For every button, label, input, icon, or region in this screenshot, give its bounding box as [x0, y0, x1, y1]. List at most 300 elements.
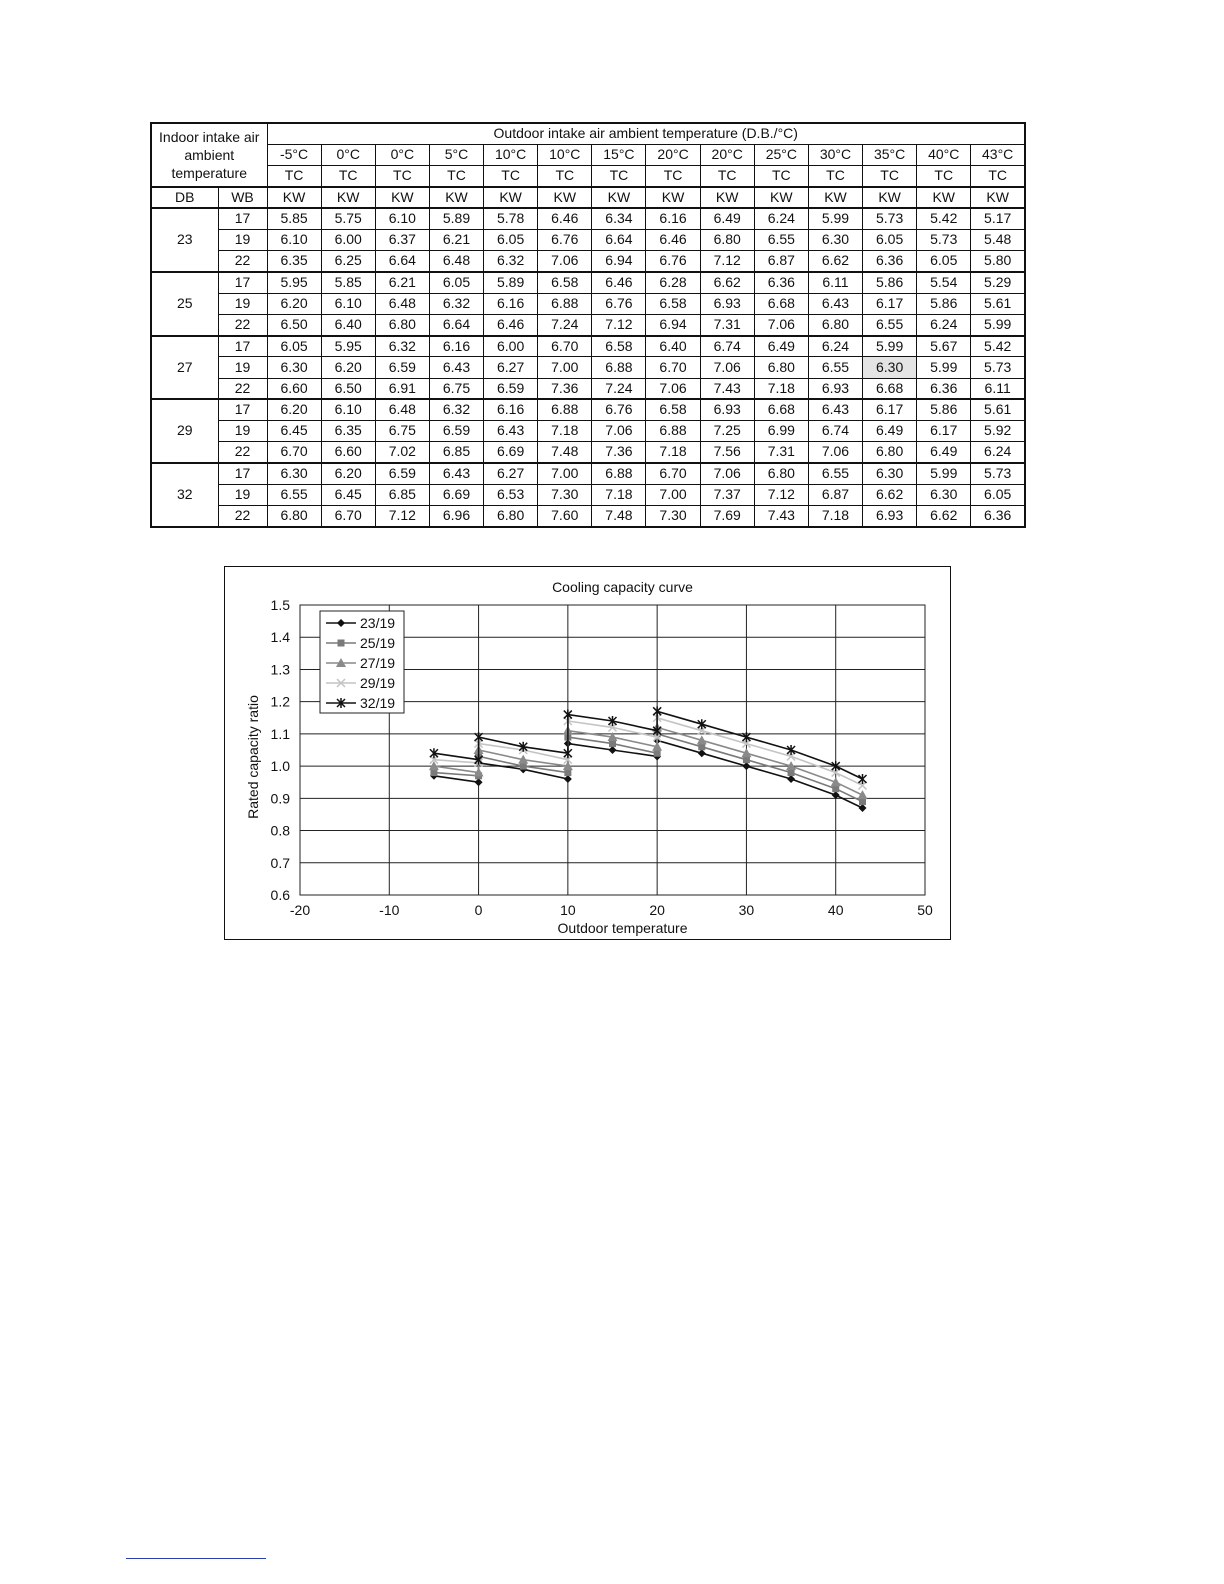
capacity-cell: 6.69 — [484, 442, 538, 463]
capacity-cell: 6.24 — [971, 442, 1025, 463]
chart-title: Cooling capacity curve — [552, 579, 693, 595]
capacity-cell: 6.94 — [592, 251, 646, 272]
capacity-cell: 6.48 — [375, 399, 429, 420]
unit-header: KW — [484, 187, 538, 208]
capacity-cell: 6.80 — [375, 314, 429, 335]
capacity-cell: 5.75 — [321, 208, 375, 229]
capacity-cell: 7.25 — [700, 421, 754, 442]
capacity-cell: 6.35 — [267, 251, 321, 272]
capacity-cell: 6.85 — [375, 484, 429, 505]
unit-header: KW — [863, 187, 917, 208]
capacity-cell: 6.05 — [429, 272, 483, 293]
tc-header: TC — [375, 166, 429, 187]
capacity-cell: 6.43 — [429, 463, 483, 484]
x-tick-label: -20 — [289, 902, 311, 918]
capacity-cell: 6.49 — [700, 208, 754, 229]
x-tick-label: 30 — [738, 902, 755, 918]
capacity-cell: 6.55 — [863, 314, 917, 335]
capacity-cell: 6.70 — [646, 357, 700, 378]
capacity-cell: 6.24 — [754, 208, 808, 229]
wb-value: 22 — [218, 251, 267, 272]
capacity-cell: 5.95 — [321, 336, 375, 357]
capacity-cell: 7.12 — [754, 484, 808, 505]
capacity-cell: 6.64 — [429, 314, 483, 335]
unit-header: KW — [538, 187, 592, 208]
table-row — [151, 314, 1025, 335]
capacity-cell: 7.31 — [754, 442, 808, 463]
capacity-cell: 5.61 — [971, 293, 1025, 314]
unit-header: KW — [917, 187, 971, 208]
tc-header: TC — [267, 166, 321, 187]
tc-header: TC — [863, 166, 917, 187]
capacity-cell: 7.36 — [538, 378, 592, 399]
capacity-cell: 5.86 — [917, 293, 971, 314]
capacity-cell: 6.43 — [808, 399, 862, 420]
capacity-cell: 5.86 — [917, 399, 971, 420]
capacity-cell: 6.16 — [484, 293, 538, 314]
y-tick-label: 1.5 — [270, 597, 290, 613]
y-axis-label: Rated capacity ratio — [245, 695, 261, 819]
capacity-cell: 5.99 — [808, 208, 862, 229]
capacity-cell: 5.17 — [971, 208, 1025, 229]
capacity-cell: 7.12 — [375, 506, 429, 528]
capacity-cell: 6.70 — [538, 336, 592, 357]
table-row — [151, 442, 1025, 463]
capacity-cell: 5.92 — [971, 421, 1025, 442]
legend-label: 25/19 — [360, 635, 396, 651]
capacity-cell: 6.62 — [863, 484, 917, 505]
table-row — [151, 484, 1025, 505]
capacity-cell: 6.30 — [808, 229, 862, 250]
capacity-cell: 6.55 — [808, 357, 862, 378]
unit-header: KW — [321, 187, 375, 208]
series-23-19 — [430, 736, 867, 812]
capacity-cell: 7.06 — [700, 357, 754, 378]
wb-value: 17 — [218, 272, 267, 293]
capacity-cell: 5.73 — [971, 357, 1025, 378]
data-point — [742, 762, 750, 770]
tc-header: TC — [429, 166, 483, 187]
capacity-cell: 6.62 — [917, 506, 971, 528]
capacity-cell: 6.93 — [700, 293, 754, 314]
capacity-cell: 6.64 — [375, 251, 429, 272]
wb-value: 22 — [218, 314, 267, 335]
capacity-cell: 6.49 — [917, 442, 971, 463]
capacity-cell: 6.80 — [267, 506, 321, 528]
db-value: 23 — [151, 208, 218, 272]
x-tick-label: 10 — [560, 902, 576, 918]
capacity-cell: 6.17 — [917, 421, 971, 442]
capacity-cell: 7.37 — [700, 484, 754, 505]
db-value: 29 — [151, 399, 218, 463]
capacity-cell: 6.46 — [646, 229, 700, 250]
unit-header: KW — [375, 187, 429, 208]
wb-header: WB — [218, 187, 267, 208]
capacity-cell: 6.46 — [592, 272, 646, 293]
capacity-cell: 5.54 — [917, 272, 971, 293]
capacity-cell: 5.67 — [917, 336, 971, 357]
x-tick-label: 0 — [474, 902, 483, 918]
header-row-units — [151, 187, 1025, 208]
outdoor-temp-header: 10°C — [484, 144, 538, 165]
capacity-cell: 5.89 — [484, 272, 538, 293]
capacity-cell: 5.85 — [321, 272, 375, 293]
tc-header: TC — [538, 166, 592, 187]
capacity-cell: 5.85 — [267, 208, 321, 229]
capacity-cell: 6.45 — [321, 484, 375, 505]
y-tick-label: 1.0 — [270, 758, 290, 775]
capacity-cell: 6.76 — [538, 229, 592, 250]
capacity-cell: 7.24 — [538, 314, 592, 335]
capacity-cell: 6.99 — [754, 421, 808, 442]
outdoor-temp-header: 40°C — [917, 144, 971, 165]
capacity-cell: 6.88 — [646, 421, 700, 442]
capacity-cell: 7.31 — [700, 314, 754, 335]
capacity-cell: 6.36 — [971, 506, 1025, 528]
capacity-cell: 6.00 — [484, 336, 538, 357]
capacity-table-body — [151, 123, 1025, 527]
capacity-cell: 7.06 — [754, 314, 808, 335]
capacity-cell: 7.18 — [592, 484, 646, 505]
capacity-cell: 6.40 — [321, 314, 375, 335]
capacity-cell: 5.42 — [917, 208, 971, 229]
header-row-temp-values — [151, 144, 1025, 165]
capacity-cell: 7.60 — [538, 506, 592, 528]
outdoor-header: Outdoor intake air ambient temperature (D.B./°C) — [267, 123, 1025, 144]
capacity-cell: 6.30 — [267, 463, 321, 484]
capacity-cell: 6.20 — [321, 463, 375, 484]
capacity-cell: 6.05 — [267, 336, 321, 357]
capacity-cell: 6.43 — [429, 357, 483, 378]
capacity-cell: 5.48 — [971, 229, 1025, 250]
capacity-cell: 6.32 — [484, 251, 538, 272]
y-tick-label: 0.9 — [270, 790, 290, 807]
capacity-cell: 7.30 — [538, 484, 592, 505]
capacity-cell: 5.99 — [917, 463, 971, 484]
capacity-cell: 6.21 — [429, 229, 483, 250]
capacity-cell: 6.46 — [484, 314, 538, 335]
legend-marker — [338, 640, 345, 647]
capacity-cell: 7.43 — [700, 378, 754, 399]
wb-value: 19 — [218, 293, 267, 314]
capacity-cell: 6.76 — [592, 293, 646, 314]
outdoor-temp-header: 43°C — [971, 144, 1025, 165]
capacity-cell: 6.68 — [754, 293, 808, 314]
capacity-cell: 6.75 — [375, 421, 429, 442]
capacity-cell: 6.30 — [863, 463, 917, 484]
capacity-cell: 6.80 — [754, 357, 808, 378]
capacity-cell: 6.93 — [808, 378, 862, 399]
capacity-cell: 7.06 — [592, 421, 646, 442]
capacity-cell: 7.48 — [592, 506, 646, 528]
capacity-cell: 5.95 — [267, 272, 321, 293]
capacity-cell: 6.85 — [429, 442, 483, 463]
unit-header: KW — [592, 187, 646, 208]
data-point — [609, 746, 617, 754]
capacity-cell: 6.76 — [592, 399, 646, 420]
unit-header: KW — [700, 187, 754, 208]
capacity-cell: 6.27 — [484, 463, 538, 484]
capacity-cell: 6.70 — [321, 506, 375, 528]
capacity-cell: 6.91 — [375, 378, 429, 399]
capacity-cell: 6.88 — [538, 399, 592, 420]
capacity-cell: 7.18 — [808, 506, 862, 528]
capacity-cell: 6.30 — [863, 357, 917, 378]
data-point — [698, 749, 706, 757]
capacity-cell: 6.58 — [646, 293, 700, 314]
capacity-cell: 5.99 — [917, 357, 971, 378]
capacity-cell: 6.20 — [321, 357, 375, 378]
capacity-cell: 6.50 — [321, 378, 375, 399]
table-row — [151, 399, 1025, 420]
outdoor-temp-header: 20°C — [700, 144, 754, 165]
outdoor-temp-header: 20°C — [646, 144, 700, 165]
wb-value: 17 — [218, 336, 267, 357]
capacity-cell: 7.36 — [592, 442, 646, 463]
capacity-cell: 6.58 — [538, 272, 592, 293]
capacity-cell: 6.00 — [321, 229, 375, 250]
legend-label: 32/19 — [360, 695, 396, 711]
capacity-cell: 7.06 — [646, 378, 700, 399]
x-tick-label: 40 — [827, 902, 844, 918]
db-value: 25 — [151, 272, 218, 336]
capacity-cell: 6.35 — [321, 421, 375, 442]
table-row — [151, 208, 1025, 229]
capacity-cell: 6.34 — [592, 208, 646, 229]
capacity-cell: 6.49 — [754, 336, 808, 357]
capacity-cell: 6.32 — [429, 293, 483, 314]
table-row — [151, 378, 1025, 399]
capacity-cell: 6.68 — [863, 378, 917, 399]
capacity-cell: 6.49 — [863, 421, 917, 442]
capacity-cell: 6.69 — [429, 484, 483, 505]
outdoor-temp-header: 5°C — [429, 144, 483, 165]
table-row — [151, 251, 1025, 272]
capacity-cell: 5.73 — [917, 229, 971, 250]
capacity-cell: 6.80 — [754, 463, 808, 484]
table-row — [151, 506, 1025, 528]
capacity-cell: 6.68 — [754, 399, 808, 420]
capacity-cell: 6.32 — [375, 336, 429, 357]
capacity-cell: 5.99 — [863, 336, 917, 357]
capacity-cell: 7.02 — [375, 442, 429, 463]
capacity-cell: 6.16 — [484, 399, 538, 420]
tc-header: TC — [700, 166, 754, 187]
capacity-cell: 6.70 — [646, 463, 700, 484]
capacity-cell: 6.93 — [863, 506, 917, 528]
capacity-cell: 6.80 — [700, 229, 754, 250]
data-point — [475, 778, 483, 786]
capacity-cell: 6.36 — [863, 251, 917, 272]
capacity-cell: 5.29 — [971, 272, 1025, 293]
legend-label: 23/19 — [360, 615, 396, 631]
table-row — [151, 293, 1025, 314]
data-point — [859, 774, 867, 784]
capacity-cell: 6.21 — [375, 272, 429, 293]
capacity-cell: 6.36 — [754, 272, 808, 293]
capacity-cell: 6.88 — [592, 463, 646, 484]
capacity-cell: 6.25 — [321, 251, 375, 272]
data-point — [564, 775, 572, 783]
outdoor-temp-header: 15°C — [592, 144, 646, 165]
capacity-cell: 6.88 — [538, 293, 592, 314]
capacity-cell: 6.59 — [429, 421, 483, 442]
capacity-cell: 6.88 — [592, 357, 646, 378]
capacity-cell: 6.46 — [538, 208, 592, 229]
capacity-cell: 7.48 — [538, 442, 592, 463]
tc-header: TC — [484, 166, 538, 187]
capacity-cell: 6.62 — [700, 272, 754, 293]
db-header: DB — [151, 187, 218, 208]
tc-header: TC — [971, 166, 1025, 187]
capacity-cell: 6.43 — [808, 293, 862, 314]
x-tick-label: -10 — [379, 902, 400, 918]
y-tick-label: 0.6 — [270, 887, 290, 903]
wb-value: 19 — [218, 421, 267, 442]
capacity-cell: 5.61 — [971, 399, 1025, 420]
capacity-cell: 5.78 — [484, 208, 538, 229]
capacity-cell: 7.69 — [700, 506, 754, 528]
capacity-cell: 6.58 — [592, 336, 646, 357]
capacity-cell: 6.59 — [375, 463, 429, 484]
capacity-cell: 6.94 — [646, 314, 700, 335]
unit-header: KW — [267, 187, 321, 208]
capacity-cell: 6.87 — [808, 484, 862, 505]
capacity-cell: 7.56 — [700, 442, 754, 463]
outdoor-temp-header: 0°C — [375, 144, 429, 165]
outdoor-temp-header: 35°C — [863, 144, 917, 165]
wb-value: 22 — [218, 378, 267, 399]
capacity-cell: 6.55 — [267, 484, 321, 505]
capacity-cell: 6.05 — [971, 484, 1025, 505]
footnote-rule — [126, 1558, 266, 1559]
capacity-cell: 6.64 — [592, 229, 646, 250]
x-tick-label: 20 — [649, 902, 665, 918]
capacity-cell: 6.10 — [321, 399, 375, 420]
wb-value: 17 — [218, 463, 267, 484]
tc-header: TC — [321, 166, 375, 187]
legend-label: 27/19 — [360, 655, 396, 671]
capacity-cell: 6.27 — [484, 357, 538, 378]
capacity-cell: 6.05 — [484, 229, 538, 250]
table-row — [151, 272, 1025, 293]
legend — [320, 611, 404, 713]
data-point — [859, 804, 867, 812]
tc-header: TC — [808, 166, 862, 187]
capacity-cell: 6.30 — [917, 484, 971, 505]
capacity-cell: 7.18 — [754, 378, 808, 399]
y-tick-label: 1.3 — [270, 661, 290, 678]
capacity-cell: 6.16 — [646, 208, 700, 229]
legend-label: 29/19 — [360, 675, 396, 691]
y-tick-label: 0.8 — [270, 822, 290, 839]
capacity-cell: 7.18 — [538, 421, 592, 442]
y-tick-label: 1.2 — [270, 693, 290, 710]
outdoor-temp-header: -5°C — [267, 144, 321, 165]
capacity-cell: 5.99 — [971, 314, 1025, 335]
capacity-cell: 7.18 — [646, 442, 700, 463]
capacity-cell: 6.53 — [484, 484, 538, 505]
capacity-cell: 7.06 — [538, 251, 592, 272]
capacity-cell: 6.87 — [754, 251, 808, 272]
capacity-cell: 6.20 — [267, 399, 321, 420]
unit-header: KW — [971, 187, 1025, 208]
capacity-cell: 6.37 — [375, 229, 429, 250]
table-row — [151, 357, 1025, 378]
capacity-cell: 6.05 — [917, 251, 971, 272]
capacity-cell: 6.55 — [808, 463, 862, 484]
capacity-cell: 6.80 — [808, 314, 862, 335]
capacity-cell: 6.16 — [429, 336, 483, 357]
capacity-cell: 6.70 — [267, 442, 321, 463]
capacity-cell: 5.86 — [863, 272, 917, 293]
capacity-cell: 6.20 — [267, 293, 321, 314]
capacity-cell: 6.80 — [863, 442, 917, 463]
capacity-cell: 6.24 — [808, 336, 862, 357]
capacity-cell: 6.30 — [267, 357, 321, 378]
wb-value: 22 — [218, 442, 267, 463]
capacity-cell: 6.74 — [808, 421, 862, 442]
capacity-cell: 6.32 — [429, 399, 483, 420]
table-row — [151, 421, 1025, 442]
tc-header: TC — [646, 166, 700, 187]
capacity-cell: 6.75 — [429, 378, 483, 399]
y-tick-label: 1.1 — [270, 725, 290, 742]
capacity-cell: 6.50 — [267, 314, 321, 335]
db-value: 32 — [151, 463, 218, 527]
capacity-cell: 7.43 — [754, 506, 808, 528]
capacity-cell: 7.12 — [700, 251, 754, 272]
capacity-cell: 6.58 — [646, 399, 700, 420]
header-row-tc — [151, 166, 1025, 187]
indoor-corner-label: Indoor intake air ambient temperature — [151, 123, 267, 187]
capacity-cell: 6.10 — [375, 208, 429, 229]
table-row — [151, 463, 1025, 484]
data-point — [787, 775, 795, 783]
capacity-cell: 6.59 — [484, 378, 538, 399]
outdoor-temp-header: 30°C — [808, 144, 862, 165]
unit-header: KW — [754, 187, 808, 208]
capacity-cell: 6.76 — [646, 251, 700, 272]
unit-header: KW — [646, 187, 700, 208]
capacity-cell: 6.24 — [917, 314, 971, 335]
capacity-cell: 6.80 — [484, 506, 538, 528]
db-value: 27 — [151, 336, 218, 400]
capacity-cell: 7.24 — [592, 378, 646, 399]
y-tick-label: 1.4 — [270, 629, 290, 646]
capacity-cell: 7.06 — [808, 442, 862, 463]
capacity-cell: 7.00 — [538, 463, 592, 484]
capacity-cell: 6.40 — [646, 336, 700, 357]
capacity-cell: 6.28 — [646, 272, 700, 293]
table-row — [151, 229, 1025, 250]
unit-header: KW — [429, 187, 483, 208]
capacity-table — [150, 122, 1026, 528]
capacity-cell: 6.05 — [863, 229, 917, 250]
capacity-cell: 7.06 — [700, 463, 754, 484]
x-tick-label: 50 — [917, 902, 933, 918]
tc-header: TC — [592, 166, 646, 187]
cooling-capacity-chart — [225, 567, 950, 939]
capacity-cell: 6.62 — [808, 251, 862, 272]
y-tick-label: 0.7 — [270, 854, 290, 871]
capacity-cell: 6.55 — [754, 229, 808, 250]
capacity-cell: 5.73 — [863, 208, 917, 229]
capacity-cell: 7.00 — [538, 357, 592, 378]
capacity-cell: 6.74 — [700, 336, 754, 357]
capacity-cell: 7.30 — [646, 506, 700, 528]
capacity-cell: 6.96 — [429, 506, 483, 528]
